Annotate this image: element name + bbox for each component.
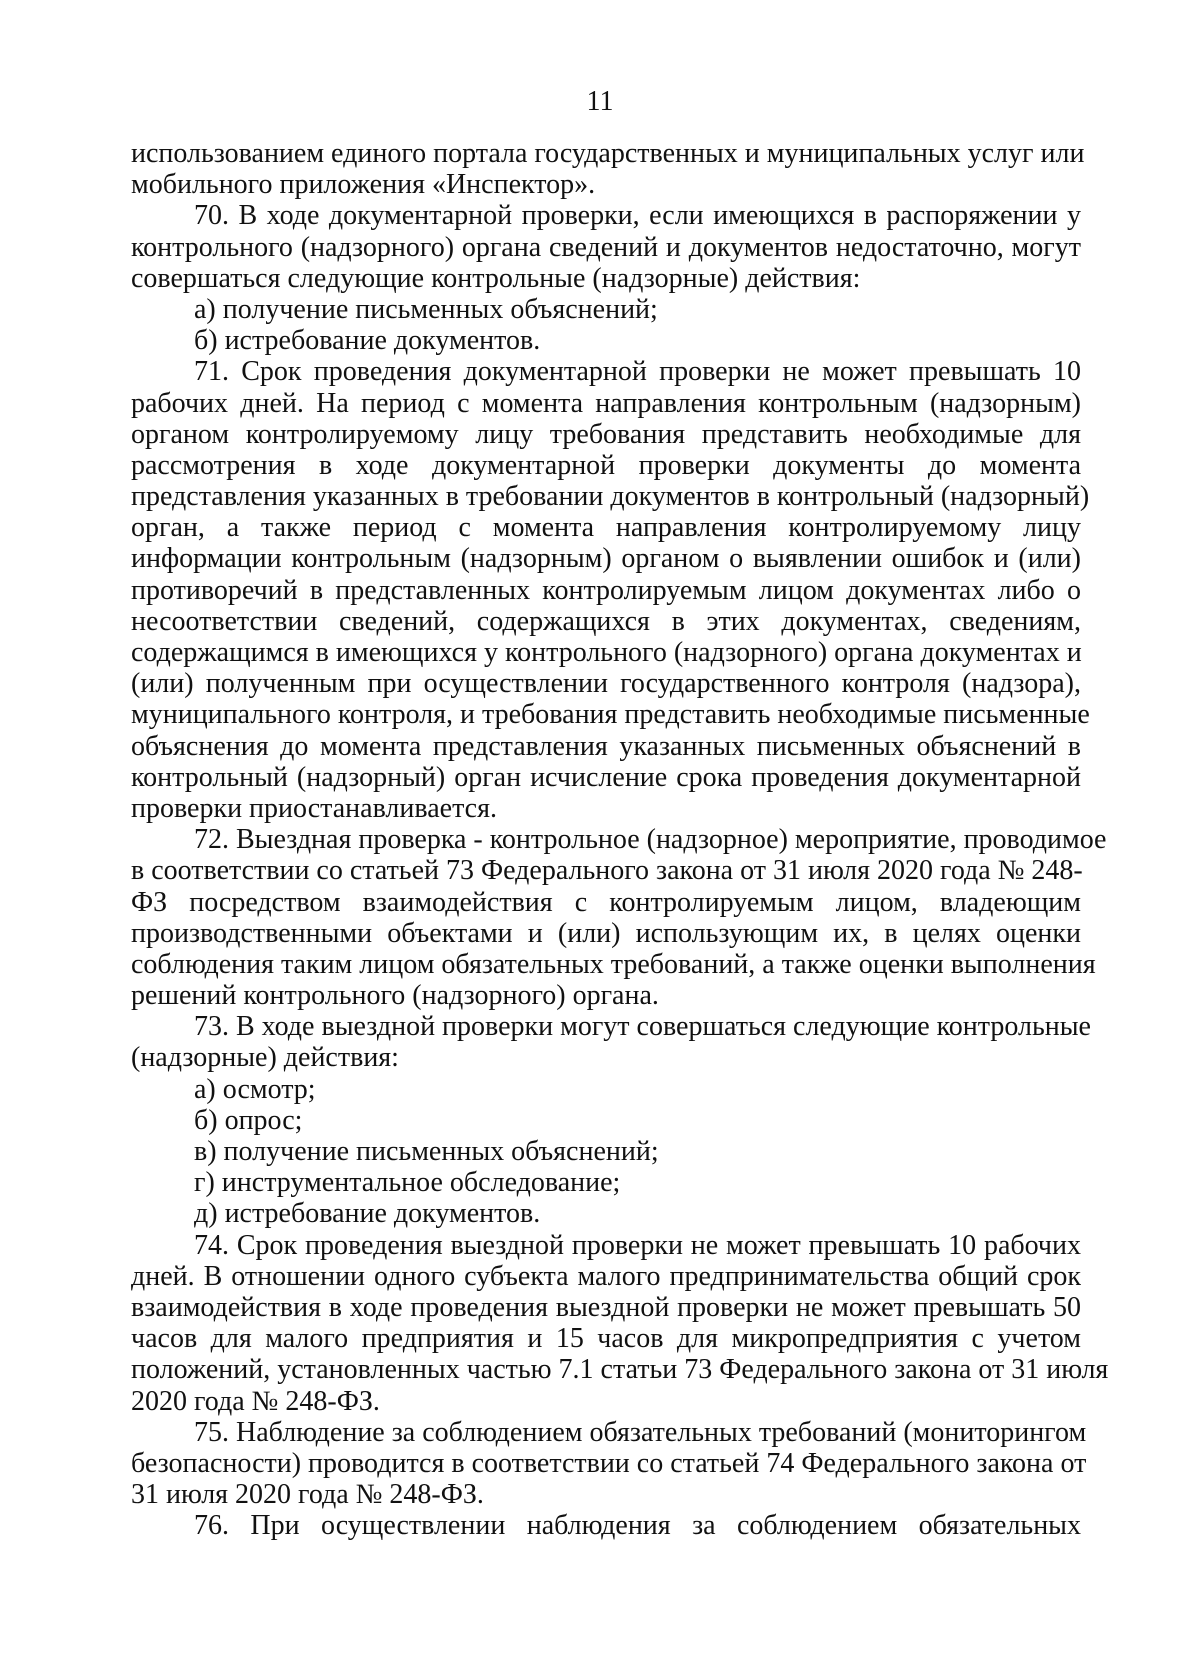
- text-line: положений, установленных частью 7.1 статьи 73 Федерального закона от 31 июля: [131, 1354, 1109, 1386]
- text-line: дней. В отношении одного субъекта малого предпринимательства общий срок: [131, 1260, 1081, 1292]
- text-line: (или) полученным при осуществлении государственного контроля (надзора),: [131, 668, 1081, 700]
- text-line: орган, а также период с момента направления контролируемому лицу: [131, 512, 1081, 544]
- text-line: муниципального контроля, и требования представить необходимые письменные: [131, 699, 1090, 731]
- text-line: 73. В ходе выездной проверки могут совершаться следующие контрольные: [194, 1011, 1091, 1043]
- text-line: производственными объектами и (или) использующим их, в целях оценки: [131, 917, 1081, 949]
- text-line: д) истребование документов.: [194, 1198, 541, 1230]
- text-line: б) опрос;: [194, 1104, 303, 1136]
- text-line: 70. В ходе документарной проверки, если имеющихся в распоряжении у: [194, 200, 1081, 232]
- text-line: 2020 года № 248-ФЗ.: [131, 1385, 380, 1417]
- text-line: соблюдения таким лицом обязательных требований, а также оценки выполнения: [131, 948, 1096, 980]
- text-line: 71. Срок проведения документарной проверки не может превышать 10: [194, 356, 1081, 388]
- text-line: объяснения до момента представления указанных письменных объяснений в: [131, 730, 1081, 762]
- text-line: мобильного приложения «Инспектор».: [131, 169, 596, 201]
- text-line: проверки приостанавливается.: [131, 792, 497, 824]
- text-line: 76. При осуществлении наблюдения за соблюдением обязательных: [194, 1510, 1081, 1542]
- text-line: 75. Наблюдение за соблюдением обязательных требований (мониторингом: [194, 1416, 1087, 1448]
- text-line: представления указанных в требовании документов в контрольный (надзорный): [131, 481, 1090, 513]
- text-line: 72. Выездная проверка - контрольное (надзорное) мероприятие, проводимое: [194, 824, 1107, 856]
- page-number: 11: [586, 86, 614, 117]
- text-line: 74. Срок проведения выездной проверки не может превышать 10 рабочих: [194, 1229, 1081, 1261]
- body-text: [131, 138, 1109, 1542]
- text-line: контрольного (надзорного) органа сведений и документов недостаточно, могут: [131, 231, 1081, 263]
- text-line: противоречий в представленных контролируемым лицом документах либо о: [131, 574, 1081, 606]
- text-line: органом контролируемому лицу требования представить необходимые для: [131, 418, 1081, 450]
- text-line: безопасности) проводится в соответствии со статьей 74 Федерального закона от: [131, 1447, 1087, 1479]
- text-line: а) получение письменных объяснений;: [194, 293, 658, 325]
- text-line: информации контрольным (надзорным) органом о выявлении ошибок и (или): [131, 543, 1081, 575]
- text-line: решений контрольного (надзорного) органа.: [131, 980, 659, 1012]
- text-line: контрольный (надзорный) орган исчисление срока проведения документарной: [131, 761, 1081, 793]
- text-line: 31 июля 2020 года № 248-ФЗ.: [131, 1479, 484, 1511]
- text-line: в соответствии со статьей 73 Федерального закона от 31 июля 2020 года № 248-: [131, 855, 1083, 887]
- text-line: часов для малого предприятия и 15 часов для микропредприятия с учетом: [131, 1323, 1081, 1355]
- text-line: (надзорные) действия:: [131, 1042, 399, 1074]
- text-line: б) истребование документов.: [194, 325, 541, 357]
- text-line: в) получение письменных объяснений;: [194, 1136, 659, 1167]
- text-line: г) инструментальное обследование;: [194, 1167, 621, 1199]
- text-line: использованием единого портала государственных и муниципальных услуг или: [131, 138, 1085, 169]
- text-line: содержащимся в имеющихся у контрольного (надзорного) органа документах и: [131, 637, 1082, 668]
- text-line: а) осмотр;: [194, 1073, 316, 1105]
- text-line: совершаться следующие контрольные (надзорные) действия:: [131, 262, 861, 294]
- text-line: ФЗ посредством взаимодействия с контролируемым лицом, владеющим: [131, 886, 1081, 918]
- text-line: несоответствии сведений, содержащихся в этих документах, сведениям,: [131, 605, 1081, 637]
- text-line: взаимодействия в ходе проведения выездной проверки не может превышать 50: [131, 1291, 1081, 1323]
- text-line: рассмотрения в ходе документарной проверки документы до момента: [131, 449, 1081, 481]
- text-line: рабочих дней. На период с момента направления контрольным (надзорным): [131, 387, 1081, 419]
